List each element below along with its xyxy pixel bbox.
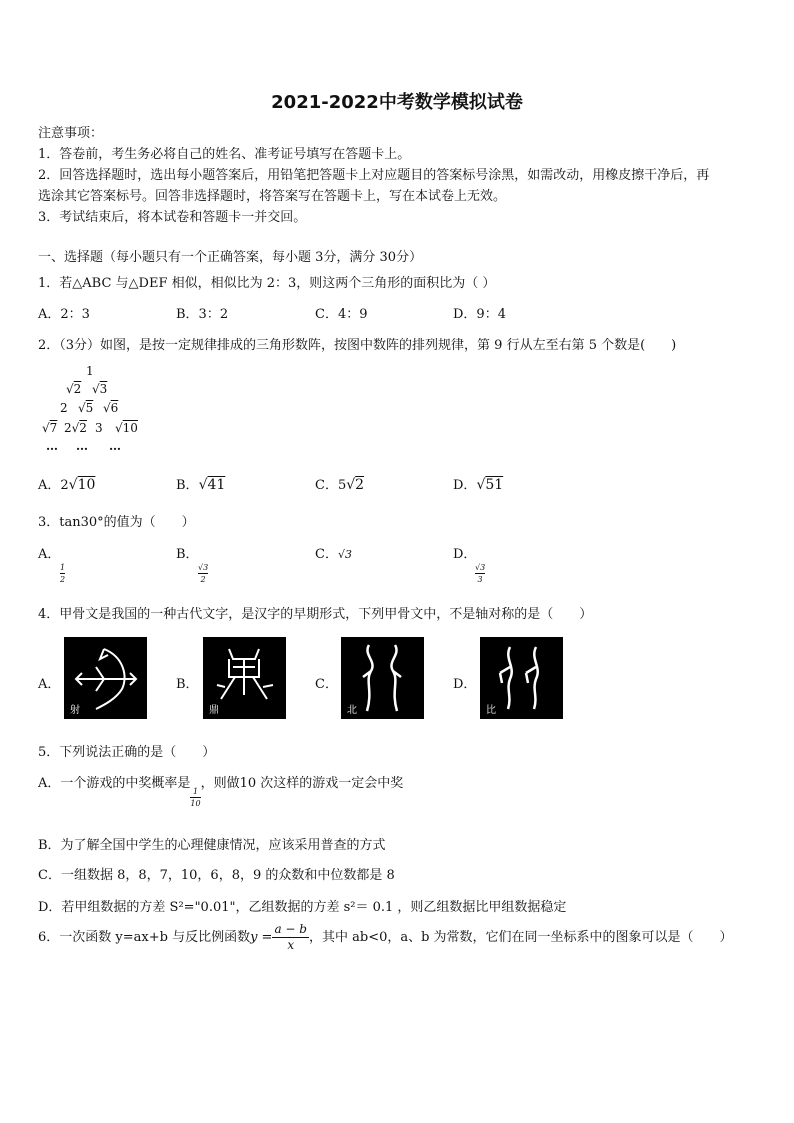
q1-option-d[interactable]: D．9：4 bbox=[453, 307, 506, 322]
tri-dots-left: … bbox=[46, 439, 58, 453]
q4-option-b-label[interactable]: B． bbox=[176, 677, 199, 692]
q4-option-a-label[interactable]: A． bbox=[38, 677, 61, 692]
tri-r3b: √5 bbox=[78, 401, 94, 415]
q1-option-c[interactable]: C．4：9 bbox=[315, 307, 368, 322]
q2-option-a[interactable]: A．2√10 bbox=[38, 477, 96, 493]
question-2-stem: 2．（3分）如图，是按一定规律排成的三角形数阵，按图中数阵的排列规律，第 9 行从左至右第 5 个数是( ) bbox=[38, 338, 677, 353]
question-6-stem bbox=[38, 922, 733, 953]
tri-r3a: 2 bbox=[60, 401, 68, 415]
question-5-stem: 5．下列说法正确的是（ ） bbox=[38, 745, 216, 760]
question-3-stem: 3．tan30°的值为（ ） bbox=[38, 515, 195, 530]
tri-r2a: √2 bbox=[66, 382, 82, 396]
q4-option-c-label[interactable]: C． bbox=[315, 677, 338, 692]
q1-option-b[interactable]: B．3：2 bbox=[176, 307, 229, 322]
q2-option-c[interactable]: C．5√2 bbox=[315, 477, 365, 493]
q5-option-a[interactable]: A．一个游戏的中奖概率是 $\frac{1}{10}$ ，则做10 次这样的游戏一定会中奖 bbox=[38, 776, 404, 808]
oracle-glyph-bei-image[interactable]: 北 bbox=[341, 637, 424, 719]
q5-option-b[interactable]: B．为了解全国中学生的心理健康情况，应该采用普查的方式 bbox=[38, 838, 386, 853]
notice-item-1: 1．答卷前，考生务必将自己的姓名、准考证号填写在答题卡上。 bbox=[38, 147, 411, 162]
oracle-glyph-ding-image[interactable]: 鼎 bbox=[203, 637, 286, 719]
q6-formula-y: y = bbox=[250, 930, 273, 945]
notice-item-3: 3．考试结束后，将本试卷和答题卡一并交回。 bbox=[38, 210, 307, 225]
page-title: 2021-2022中考数学模拟试卷 bbox=[271, 92, 523, 113]
tri-r4b: 2√2 bbox=[64, 421, 87, 435]
q5-option-c[interactable]: C．一组数据 8，8，7，10，6，8，9 的众数和中位数都是 8 bbox=[38, 868, 395, 883]
q6-stem-post: ，其中 ab<0，a、b 为常数，它们在同一坐标系中的图象可以是（ ） bbox=[308, 930, 733, 945]
question-1-stem: 1．若△ABC 与△DEF 相似，相似比为 2：3，则这两个三角形的面积比为（ ） bbox=[38, 276, 496, 291]
tri-r4a: √7 bbox=[42, 421, 58, 435]
oracle-glyph-bi-image[interactable]: 比 bbox=[480, 637, 563, 719]
question-4-stem: 4．甲骨文是我国的一种古代文字，是汉字的早期形式，下列甲骨文中，不是轴对称的是（ ） bbox=[38, 607, 593, 622]
q5-option-d[interactable]: D．若甲组数据的方差 S²="0.01"，乙组数据的方差 s²＝ 0.1 ，则乙组数据比甲组数据稳定 bbox=[38, 900, 567, 915]
tri-r2b: √3 bbox=[92, 382, 108, 396]
q2-option-d[interactable]: D．√51 bbox=[453, 477, 504, 493]
q6-formula-fraction: $\frac{a - b}{x}$ bbox=[274, 922, 307, 952]
q3-option-d[interactable]: D． $\frac{√3}{3}$ bbox=[453, 547, 486, 584]
tri-dots-right: … bbox=[109, 439, 121, 453]
tri-r1: 1 bbox=[86, 364, 94, 378]
q3-option-c[interactable]: C．√3 bbox=[315, 547, 352, 562]
q6-stem-pre: 6．一次函数 y=ax+b 与反比例函数 bbox=[38, 930, 251, 945]
notice-item-2b: 选涂其它答案标号。回答非选择题时，将答案写在答题卡上，写在本试卷上无效。 bbox=[38, 189, 507, 204]
q2-option-b[interactable]: B．√41 bbox=[176, 477, 226, 493]
tri-r4e: √10 bbox=[115, 421, 138, 435]
oracle-glyph-she-image[interactable]: 射 bbox=[64, 637, 147, 719]
tri-r4d: 3 bbox=[95, 421, 103, 435]
q3-option-b[interactable]: B． $\frac{√3}{2}$ bbox=[176, 547, 209, 584]
notice-heading: 注意事项： bbox=[38, 126, 104, 141]
tri-dots-mid: … bbox=[76, 439, 88, 453]
q3-option-a[interactable]: A． $\frac{1}{2}$ bbox=[38, 547, 66, 584]
q4-option-d-label[interactable]: D． bbox=[453, 677, 477, 692]
tri-r3c: √6 bbox=[103, 401, 119, 415]
section-heading: 一、选择题（每小题只有一个正确答案，每小题 3分，满分 30分） bbox=[38, 250, 423, 265]
notice-item-2a: 2．回答选择题时，选出每小题答案后，用铅笔把答题卡上对应题目的答案标号涂黑，如需改动，用橡皮擦干净后，再 bbox=[38, 168, 710, 183]
q1-option-a[interactable]: A．2：3 bbox=[38, 307, 90, 322]
